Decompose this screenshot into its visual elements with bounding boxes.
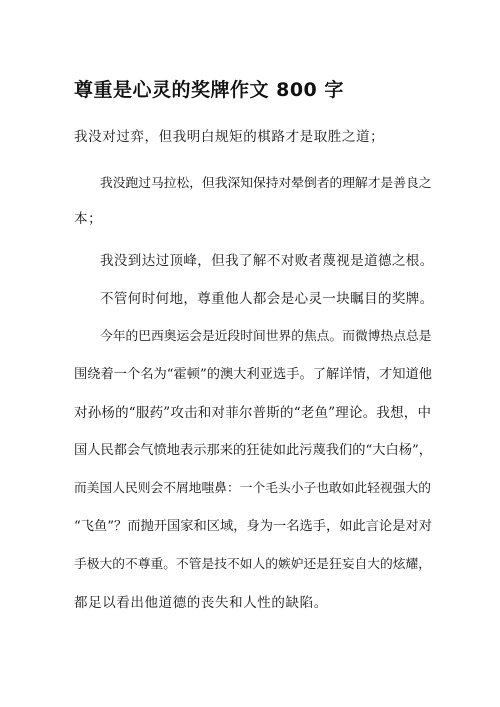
paragraph-line-1: 我没对过弈，但我明白规矩的棋路才是取胜之道； — [74, 129, 385, 145]
paragraph-line-8: 对孙杨的“服药”攻击和对菲尔普斯的“老鱼”理论。我想，中 — [74, 405, 432, 421]
paragraph-line-5: 不管何时何地，尊重他人都会是心灵一块瞩目的奖牌。 — [100, 291, 434, 307]
paragraph-line-10: 而美国人民则会不屑地嗤鼻：一个毛头小子也敢如此轻视强大的 — [74, 481, 431, 496]
paragraph-line-12: 手极大的不尊重。不管是技不如人的嫉妒还是狂妄自大的炫耀， — [74, 557, 431, 572]
paragraph-line-7: 围绕着一个名为“霍顿”的澳大利亚选手。了解详情，才知道他 — [74, 367, 433, 382]
paragraph-line-3: 本； — [74, 211, 103, 227]
paragraph-line-6: 今年的巴西奥运会是近段时间世界的焦点。而微博热点总是 — [100, 329, 432, 344]
paragraph-line-2: 我没跑过马拉松，但我深知保持对晕倒者的理解才是善良之 — [100, 176, 432, 191]
document-title: 尊重是心灵的奖牌作文 800 字 — [74, 79, 344, 101]
paragraph-line-13: 都足以看出他道德的丧失和人性的缺陷。 — [74, 595, 328, 611]
paragraph-line-9: 国人民都会气愤地表示那来的狂徒如此污蔑我们的“大白杨”， — [74, 443, 433, 458]
paragraph-line-11: “飞鱼”？而抛开国家和区域，身为一名选手，如此言论是对对 — [74, 519, 433, 534]
paragraph-line-4: 我没到达过顶峰，但我了解不对败者蔑视是道德之根。 — [100, 253, 434, 269]
